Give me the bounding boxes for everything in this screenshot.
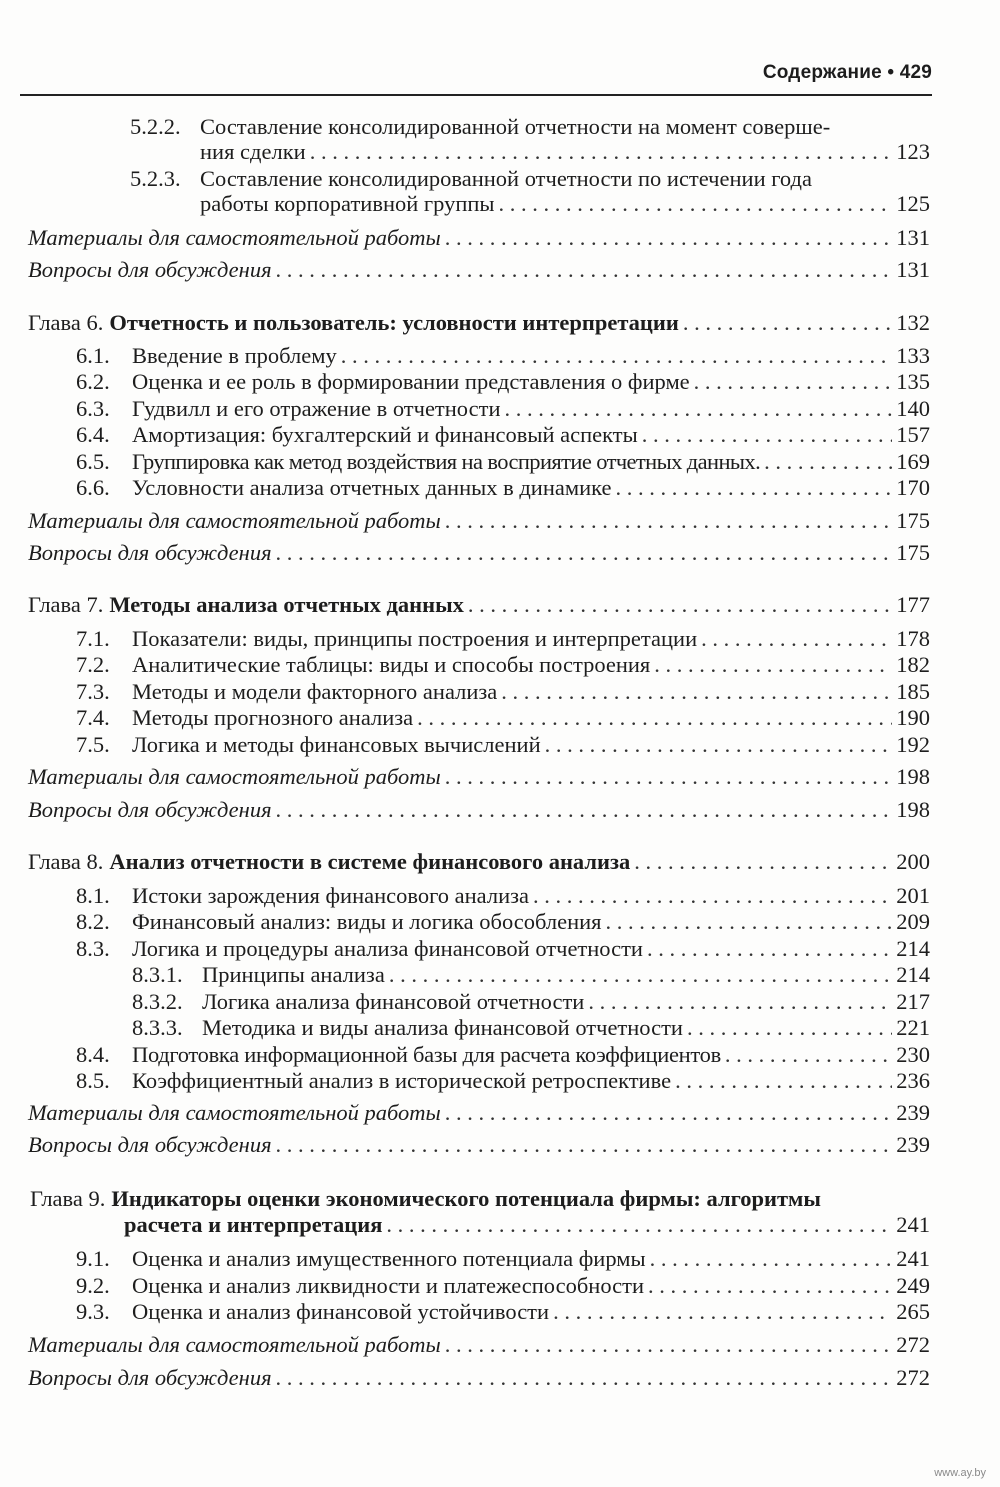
toc-chapter-7: Глава 7. Методы анализа отчетных данных . . . 177 [28,591,930,618]
toc-entry-materials: Материалы для самостоятельной работы . . . 272 [28,1331,930,1358]
dot-leader [725,1041,892,1068]
toc-entry-6-2: 6.2. Оценка и ее роль в формировании представления о фирме . . . 135 [76,368,930,395]
toc-entry-materials: Материалы для самостоятельной работы . . . 131 [28,224,930,251]
dot-leader [310,138,893,165]
toc-entry-questions: Вопросы для обсуждения . . . 272 [28,1364,930,1391]
dot-leader [276,1131,893,1158]
toc-entry-materials: Материалы для самостоятельной работы . . . 198 [28,763,930,790]
dot-leader [606,908,893,935]
toc-entry-9-2: 9.2. Оценка и анализ ликвидности и платежеспособности . . . 249 [76,1272,930,1299]
toc-entry-6-5: 6.5. Группировка как метод воздействия на восприятие отчетных данных. . . . 169 [76,448,930,475]
dot-leader [675,1067,892,1094]
toc-entry-8-3-1: 8.3.1. Принципы анализа . . . 214 [132,961,930,988]
dot-leader [445,507,892,534]
dot-leader [501,678,892,705]
dot-leader [764,448,892,475]
toc-entry-materials: Материалы для самостоятельной работы . . . 175 [28,507,930,534]
toc-entry-5-2-2-cont [200,138,930,165]
dot-leader [417,704,892,731]
dot-leader [276,796,893,823]
toc-entry-8-1: 8.1. Истоки зарождения финансового анализа . . . 201 [76,882,930,909]
toc-entry-title-cont: работы корпоративной группы [200,191,495,216]
chapter-title: Отчетность и пользователь: условности интерпретации [109,310,679,335]
toc-entry-title-cont: ния сделки [200,139,306,164]
toc-entry-questions: Вопросы для обсуждения . . . 239 [28,1131,930,1158]
toc-entry-7-5: 7.5. Логика и методы финансовых вычислений . . . 192 [76,731,930,758]
dot-leader [276,1364,893,1391]
dot-leader [468,591,892,618]
dot-leader [642,421,892,448]
toc-entry-title: Составление консолидированной отчетности на момент соверше- [200,114,831,139]
chapter-label: Глава 8. [28,849,104,874]
dot-leader [648,1272,892,1299]
toc-chapter-9-cont: расчета и интерпретация . . . 241 [124,1211,930,1238]
toc-entry-5-2-2 [130,113,830,140]
toc-entry-5-2-3 [130,165,812,192]
dot-leader [634,848,892,875]
chapter-label: Глава 7. [28,592,104,617]
dot-leader [386,1211,892,1238]
toc-entry-8-3-2: 8.3.2. Логика анализа финансовой отчетности . . . 217 [132,988,930,1015]
toc-entry-7-1: 7.1. Показатели: виды, принципы построения и интерпретации . . . 178 [76,625,930,652]
toc-chapter-6: Глава 6. Отчетность и пользователь: условности интерпретации . . . 132 [28,309,930,336]
toc-entry-9-3: 9.3. Оценка и анализ финансовой устойчивости . . . 265 [76,1298,930,1325]
dot-leader [276,539,893,566]
dot-leader [499,190,893,217]
dot-leader [687,1014,892,1041]
toc-entry-9-1: 9.1. Оценка и анализ имущественного потенциала фирмы . . . 241 [76,1245,930,1272]
dot-leader [276,256,893,283]
dot-leader [588,988,892,1015]
chapter-title: Индикаторы оценки экономического потенциала фирмы: алгоритмы [111,1186,821,1211]
dot-leader [654,651,892,678]
toc-entry-6-3: 6.3. Гудвилл и его отражение в отчетности . . . 140 [76,395,930,422]
chapter-title-cont: расчета и интерпретация [124,1212,383,1237]
toc-entry-number: 5.2.2. [130,114,181,139]
toc-entry-7-3: 7.3. Методы и модели факторного анализа . . . 185 [76,678,930,705]
dot-leader [701,625,892,652]
toc-page-number: 125 [896,191,930,216]
dot-leader [650,1245,893,1272]
dot-leader [504,395,892,422]
toc-entry-6-4: 6.4. Амортизация: бухгалтерский и финансовый аспекты . . . 157 [76,421,930,448]
chapter-title: Анализ отчетности в системе финансового анализа [109,849,631,874]
toc-entry-8-4: 8.4. Подготовка информационной базы для расчета коэффициентов . . . 230 [76,1041,930,1068]
toc-entry-7-2: 7.2. Аналитические таблицы: виды и способы построения . . . 182 [76,651,930,678]
toc-entry-6-1: 6.1. Введение в проблему . . . 133 [76,342,930,369]
toc-entry-materials: Материалы для самостоятельной работы . . . 239 [28,1099,930,1126]
dot-leader [445,224,892,251]
watermark: www.ay.by [934,1467,986,1479]
dot-leader [445,763,892,790]
running-header-text: Содержание • 429 [762,62,932,83]
toc-entry-8-5: 8.5. Коэффициентный анализ в исторической ретроспективе . . . 236 [76,1067,930,1094]
toc-entry-8-3-3: 8.3.3. Методика и виды анализа финансовой отчетности . . . 221 [132,1014,930,1041]
toc-entry-5-2-3-cont [200,190,930,217]
chapter-title: Методы анализа отчетных данных [109,592,464,617]
toc-entry-questions: Вопросы для обсуждения . . . 175 [28,539,930,566]
toc-entry-number: 5.2.3. [130,166,181,191]
dot-leader [445,1331,892,1358]
toc-entry-6-6: 6.6. Условности анализа отчетных данных в динамике . . . 170 [76,474,930,501]
dot-leader [694,368,893,395]
toc-entry-7-4: 7.4. Методы прогнозного анализа . . . 190 [76,704,930,731]
dot-leader [341,342,893,369]
dot-leader [533,882,892,909]
chapter-label: Глава 6. [28,310,104,335]
toc-entry-8-3: 8.3. Логика и процедуры анализа финансовой отчетности . . . 214 [76,935,930,962]
toc-entry-title: Составление консолидированной отчетности по истечении года [200,166,812,191]
dot-leader [545,731,893,758]
dot-leader [389,961,892,988]
dot-leader [553,1298,892,1325]
toc-page-number: 123 [896,139,930,164]
toc-entry-questions: Вопросы для обсуждения . . . 198 [28,796,930,823]
dot-leader [445,1099,892,1126]
toc-entry-8-2: 8.2. Финансовый анализ: виды и логика обособления . . . 209 [76,908,930,935]
toc-chapter-8: Глава 8. Анализ отчетности в системе финансового анализа . . . 200 [28,848,930,875]
dot-leader [647,935,892,962]
toc-entry-questions: Вопросы для обсуждения . . . 131 [28,256,930,283]
dot-leader [683,309,892,336]
toc-chapter-9 [30,1185,821,1212]
dot-leader [616,474,893,501]
chapter-label: Глава 9. [30,1186,106,1211]
